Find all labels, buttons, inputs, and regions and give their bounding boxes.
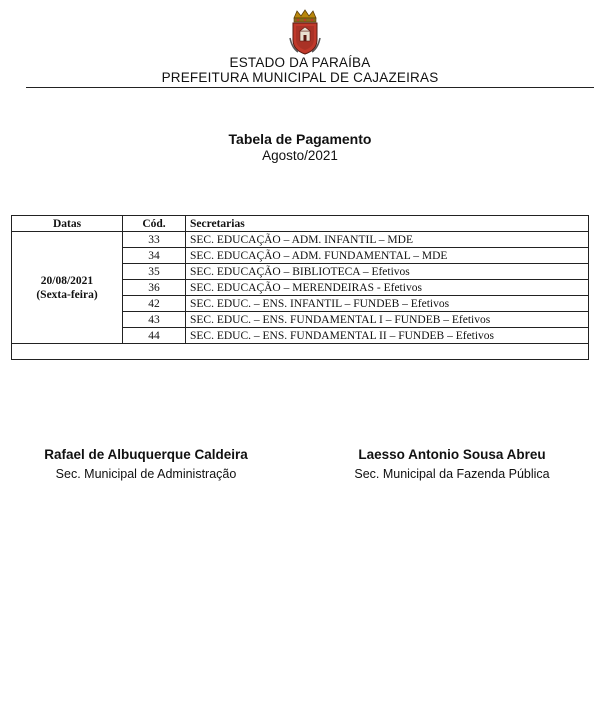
column-header-code: Cód. [123, 216, 186, 232]
signature-block-administration [28, 447, 264, 481]
department-cell: SEC. EDUCAÇÃO – MERENDEIRAS - Efetivos [186, 280, 589, 296]
payment-table [11, 215, 589, 360]
code-cell: 33 [123, 232, 186, 248]
signatory-name: Rafael de Albuquerque Caldeira [44, 447, 248, 462]
table-header-row [12, 216, 589, 232]
code-cell: 44 [123, 328, 186, 344]
department-cell: SEC. EDUC. – ENS. INFANTIL – FUNDEB – Efetivos [186, 296, 589, 312]
document-period: Agosto/2021 [262, 148, 338, 163]
signatory-role: Sec. Municipal de Administração [55, 467, 237, 481]
payment-date-cell [12, 232, 123, 344]
municipality-name: PREFEITURA MUNICIPAL DE CAJAZEIRAS [161, 70, 439, 85]
municipal-coat-of-arms-icon [288, 8, 322, 56]
department-cell: SEC. EDUC. – ENS. FUNDAMENTAL II – FUNDEB – Efetivos [186, 328, 589, 344]
header-divider [26, 87, 594, 88]
payment-date: 20/08/2021 [40, 274, 94, 287]
code-cell: 36 [123, 280, 186, 296]
column-header-departments: Secretarias [186, 216, 589, 232]
table-row [12, 232, 589, 248]
document-title: Tabela de Pagamento [228, 131, 372, 147]
blank-cell [12, 344, 589, 360]
signatory-name: Laesso Antonio Sousa Abreu [358, 447, 546, 462]
code-cell: 43 [123, 312, 186, 328]
department-cell: SEC. EDUC. – ENS. FUNDAMENTAL I – FUNDEB – Efetivos [186, 312, 589, 328]
code-cell: 42 [123, 296, 186, 312]
signature-block-finance [332, 447, 572, 481]
code-cell: 35 [123, 264, 186, 280]
department-cell: SEC. EDUCAÇÃO – ADM. FUNDAMENTAL – MDE [186, 248, 589, 264]
department-cell: SEC. EDUCAÇÃO – ADM. INFANTIL – MDE [186, 232, 589, 248]
state-name: ESTADO DA PARAÍBA [229, 55, 371, 70]
code-cell: 34 [123, 248, 186, 264]
signatory-role: Sec. Municipal da Fazenda Pública [354, 467, 550, 481]
column-header-dates: Datas [12, 216, 123, 232]
department-cell: SEC. EDUCAÇÃO – BIBLIOTECA – Efetivos [186, 264, 589, 280]
table-blank-row [12, 344, 589, 360]
payment-weekday: (Sexta-feira) [36, 288, 98, 301]
